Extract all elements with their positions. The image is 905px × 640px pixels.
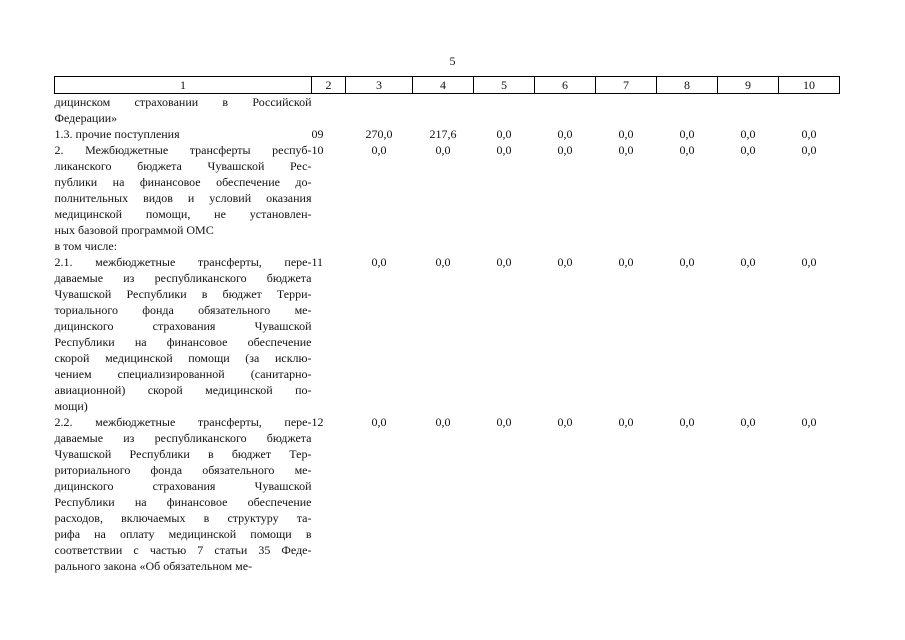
description-line: Республики на финансовое обеспечение [54, 335, 312, 349]
description-line: расходов, включаемых в структуру та- [54, 511, 312, 525]
value-cell: 0,0 [618, 415, 634, 429]
description-line: дицинского страхования Чувашской [54, 319, 312, 333]
description-line: риториального фонда обязательного ме- [54, 463, 312, 477]
table-row [55, 94, 840, 127]
value-cell: 0,0 [679, 255, 695, 269]
value-cell: 0,0 [618, 127, 634, 141]
value-cell: 270,0 [365, 127, 393, 141]
value-cell: 0,0 [496, 143, 512, 157]
value-cell: 0,0 [557, 127, 573, 141]
budget-table [54, 76, 840, 574]
description-line: Федерации» [54, 111, 118, 125]
value-cell [474, 238, 535, 254]
value-cell: 0,0 [557, 143, 573, 157]
description-line: ториального фонда обязательного ме- [54, 303, 312, 317]
description-line: даваемые из республиканского бюджета [54, 431, 312, 445]
row-code [312, 94, 346, 127]
table-body [55, 94, 840, 575]
description-line: дицинском страховании в Российской [54, 95, 312, 109]
value-cell: 0,0 [679, 127, 695, 141]
value-cell [474, 94, 535, 127]
page-number: 5 [449, 54, 456, 68]
description-line: Чувашской Республики в бюджет Тер- [54, 447, 312, 461]
value-cell: 0,0 [557, 255, 573, 269]
description-line: 2. Межбюджетные трансферты респуб- [54, 143, 312, 157]
value-cell [596, 238, 657, 254]
table-row [55, 254, 840, 414]
value-cell: 0,0 [740, 143, 756, 157]
value-cell: 0,0 [679, 143, 695, 157]
value-cell [535, 238, 596, 254]
value-cell: 0,0 [801, 127, 817, 141]
header-cell: 5 [474, 77, 535, 94]
value-cell [718, 238, 779, 254]
value-cell [346, 238, 413, 254]
value-cell: 0,0 [740, 415, 756, 429]
header-cell: 6 [535, 77, 596, 94]
value-cell: 0,0 [740, 127, 756, 141]
description-line: 2.1. межбюджетные трансферты, пере- [54, 255, 312, 269]
header-cell: 1 [55, 77, 312, 94]
value-cell [346, 94, 413, 127]
description-line: 1.3. прочие поступления [54, 127, 180, 141]
value-cell: 0,0 [435, 255, 451, 269]
value-cell: 0,0 [435, 415, 451, 429]
value-cell: 0,0 [496, 255, 512, 269]
value-cell [779, 238, 840, 254]
description-line: рифа на оплату медицинской помощи в [54, 527, 312, 541]
value-cell [413, 94, 474, 127]
description-line: публики на финансовое обеспечение до- [54, 175, 312, 189]
row-description [55, 414, 312, 574]
description-line: авиационной) скорой медицинской по- [54, 383, 312, 397]
header-cell: 10 [779, 77, 840, 94]
value-cell: 0,0 [371, 415, 387, 429]
row-description [55, 142, 312, 238]
description-line: медицинской помощи, не установлен- [54, 207, 312, 221]
row-code: 12 [311, 415, 324, 429]
value-cell: 0,0 [496, 415, 512, 429]
value-cell [657, 94, 718, 127]
value-cell: 0,0 [679, 415, 695, 429]
value-cell: 217,6 [429, 127, 457, 141]
description-line: рального закона «Об обязательном ме- [54, 559, 253, 573]
value-cell [718, 94, 779, 127]
row-code [312, 238, 346, 254]
value-cell [779, 94, 840, 127]
value-cell [657, 238, 718, 254]
value-cell: 0,0 [371, 255, 387, 269]
header-cell: 2 [312, 77, 346, 94]
value-cell: 0,0 [496, 127, 512, 141]
description-line: Республики на финансовое обеспечение [54, 495, 312, 509]
description-line: Чувашской Республики в бюджет Терри- [54, 287, 312, 301]
header-cell: 9 [718, 77, 779, 94]
header-cell: 4 [413, 77, 474, 94]
table-row [55, 414, 840, 574]
header-row [55, 77, 840, 94]
value-cell [413, 238, 474, 254]
description-line: ликанского бюджета Чувашской Рес- [54, 159, 312, 173]
value-cell: 0,0 [801, 143, 817, 157]
description-line: даваемые из республиканского бюджета [54, 271, 312, 285]
header-cell: 8 [657, 77, 718, 94]
value-cell: 0,0 [435, 143, 451, 157]
value-cell: 0,0 [618, 143, 634, 157]
description-line: в том числе: [54, 239, 118, 253]
description-line: соответствии с частью 7 статьи 35 Феде- [54, 543, 312, 557]
description-line: мощи) [54, 399, 88, 413]
description-line: чением специализированной (санитарно- [54, 367, 312, 381]
row-code: 10 [311, 143, 324, 157]
value-cell: 0,0 [740, 255, 756, 269]
header-cell: 3 [346, 77, 413, 94]
value-cell [596, 94, 657, 127]
table-row [55, 142, 840, 238]
description-line: ных базовой программой ОМС [54, 223, 214, 237]
description-line: дицинского страхования Чувашской [54, 479, 312, 493]
value-cell: 0,0 [557, 415, 573, 429]
row-description [55, 254, 312, 414]
table-row [55, 126, 840, 142]
row-description [55, 238, 312, 254]
value-cell [535, 94, 596, 127]
row-description [55, 126, 312, 142]
value-cell: 0,0 [801, 415, 817, 429]
value-cell: 0,0 [618, 255, 634, 269]
table-row [55, 238, 840, 254]
description-line: полнительных видов и условий оказания [54, 191, 312, 205]
value-cell: 0,0 [801, 255, 817, 269]
header-cell: 7 [596, 77, 657, 94]
row-description [55, 94, 312, 127]
value-cell: 0,0 [371, 143, 387, 157]
row-code: 09 [311, 127, 324, 141]
description-line: скорой медицинской помощи (за исклю- [54, 351, 312, 365]
description-line: 2.2. межбюджетные трансферты, пере- [54, 415, 312, 429]
row-code: 11 [311, 255, 324, 269]
